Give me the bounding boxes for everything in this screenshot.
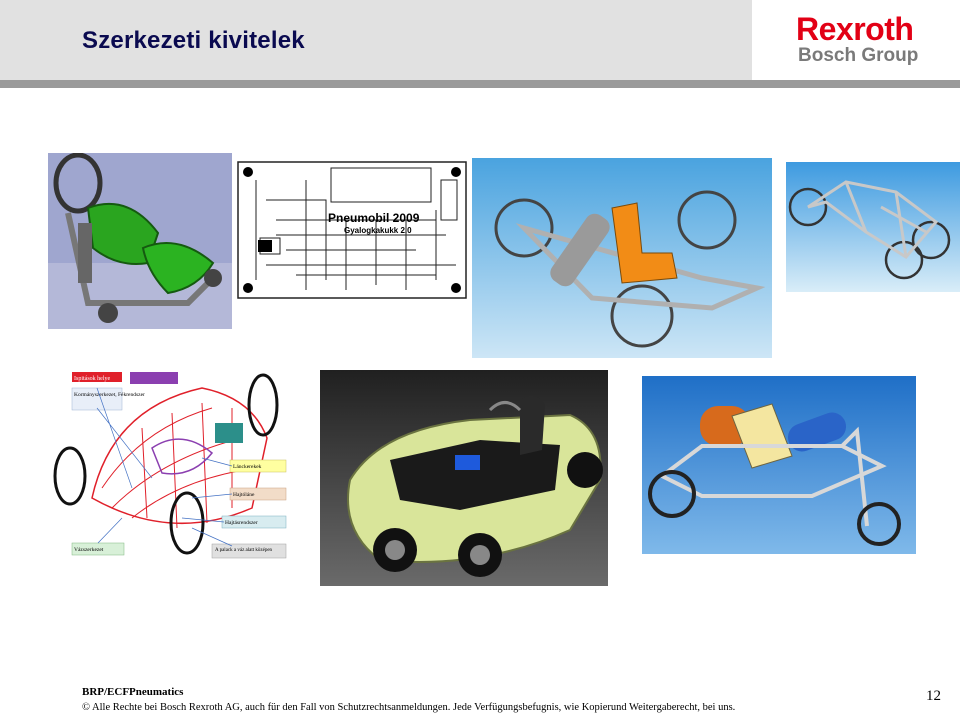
header-divider — [0, 80, 960, 88]
diagram-label-5: Vázszerkezet — [74, 547, 104, 553]
rexroth-logo — [796, 12, 936, 72]
diagram-label-3: Hajtóláne — [233, 492, 255, 498]
page-number: 12 — [926, 688, 941, 704]
department-label: BRP/ECFPneumatics — [82, 686, 184, 698]
image-labeled-frame-diagram — [52, 368, 288, 562]
image-wireframe-tricycle — [786, 162, 960, 292]
slide-header — [0, 0, 960, 80]
image-frame-orange-seat — [472, 158, 772, 358]
slide-title: Szerkezeti kivitelek — [82, 27, 305, 54]
copyright-notice: © Alle Rechte bei Bosch Rexroth AG, auch für den Fall von Schutzrechtsanmeldungen. Jede Verfügungsbefugnis, wie Kopierund Weitergaberecht, bei uns. — [82, 702, 736, 713]
logo-group-text: Bosch Group — [798, 45, 919, 66]
diagram-label-0: Ispitások helye — [74, 376, 111, 382]
image-car-render — [320, 370, 608, 586]
diagram-label-2: Lánckerekek — [233, 464, 262, 470]
image-pcb-layout — [236, 160, 468, 300]
diagram-label-1: Kormányszerkezet, Fékrendszer — [74, 392, 145, 398]
pcb-heading: Pneumobil 2009 — [328, 211, 420, 225]
diagram-label-4: Hajtásrendszer — [225, 520, 258, 526]
image-tricycle-tanks — [642, 376, 916, 554]
pcb-subheading: Gyalogkakukk 2.0 — [344, 226, 412, 235]
logo-brand-text: Rexroth — [796, 11, 914, 47]
diagram-label-6: A palack a váz alatt középen — [215, 548, 273, 553]
image-green-cad-vehicle — [48, 153, 232, 329]
